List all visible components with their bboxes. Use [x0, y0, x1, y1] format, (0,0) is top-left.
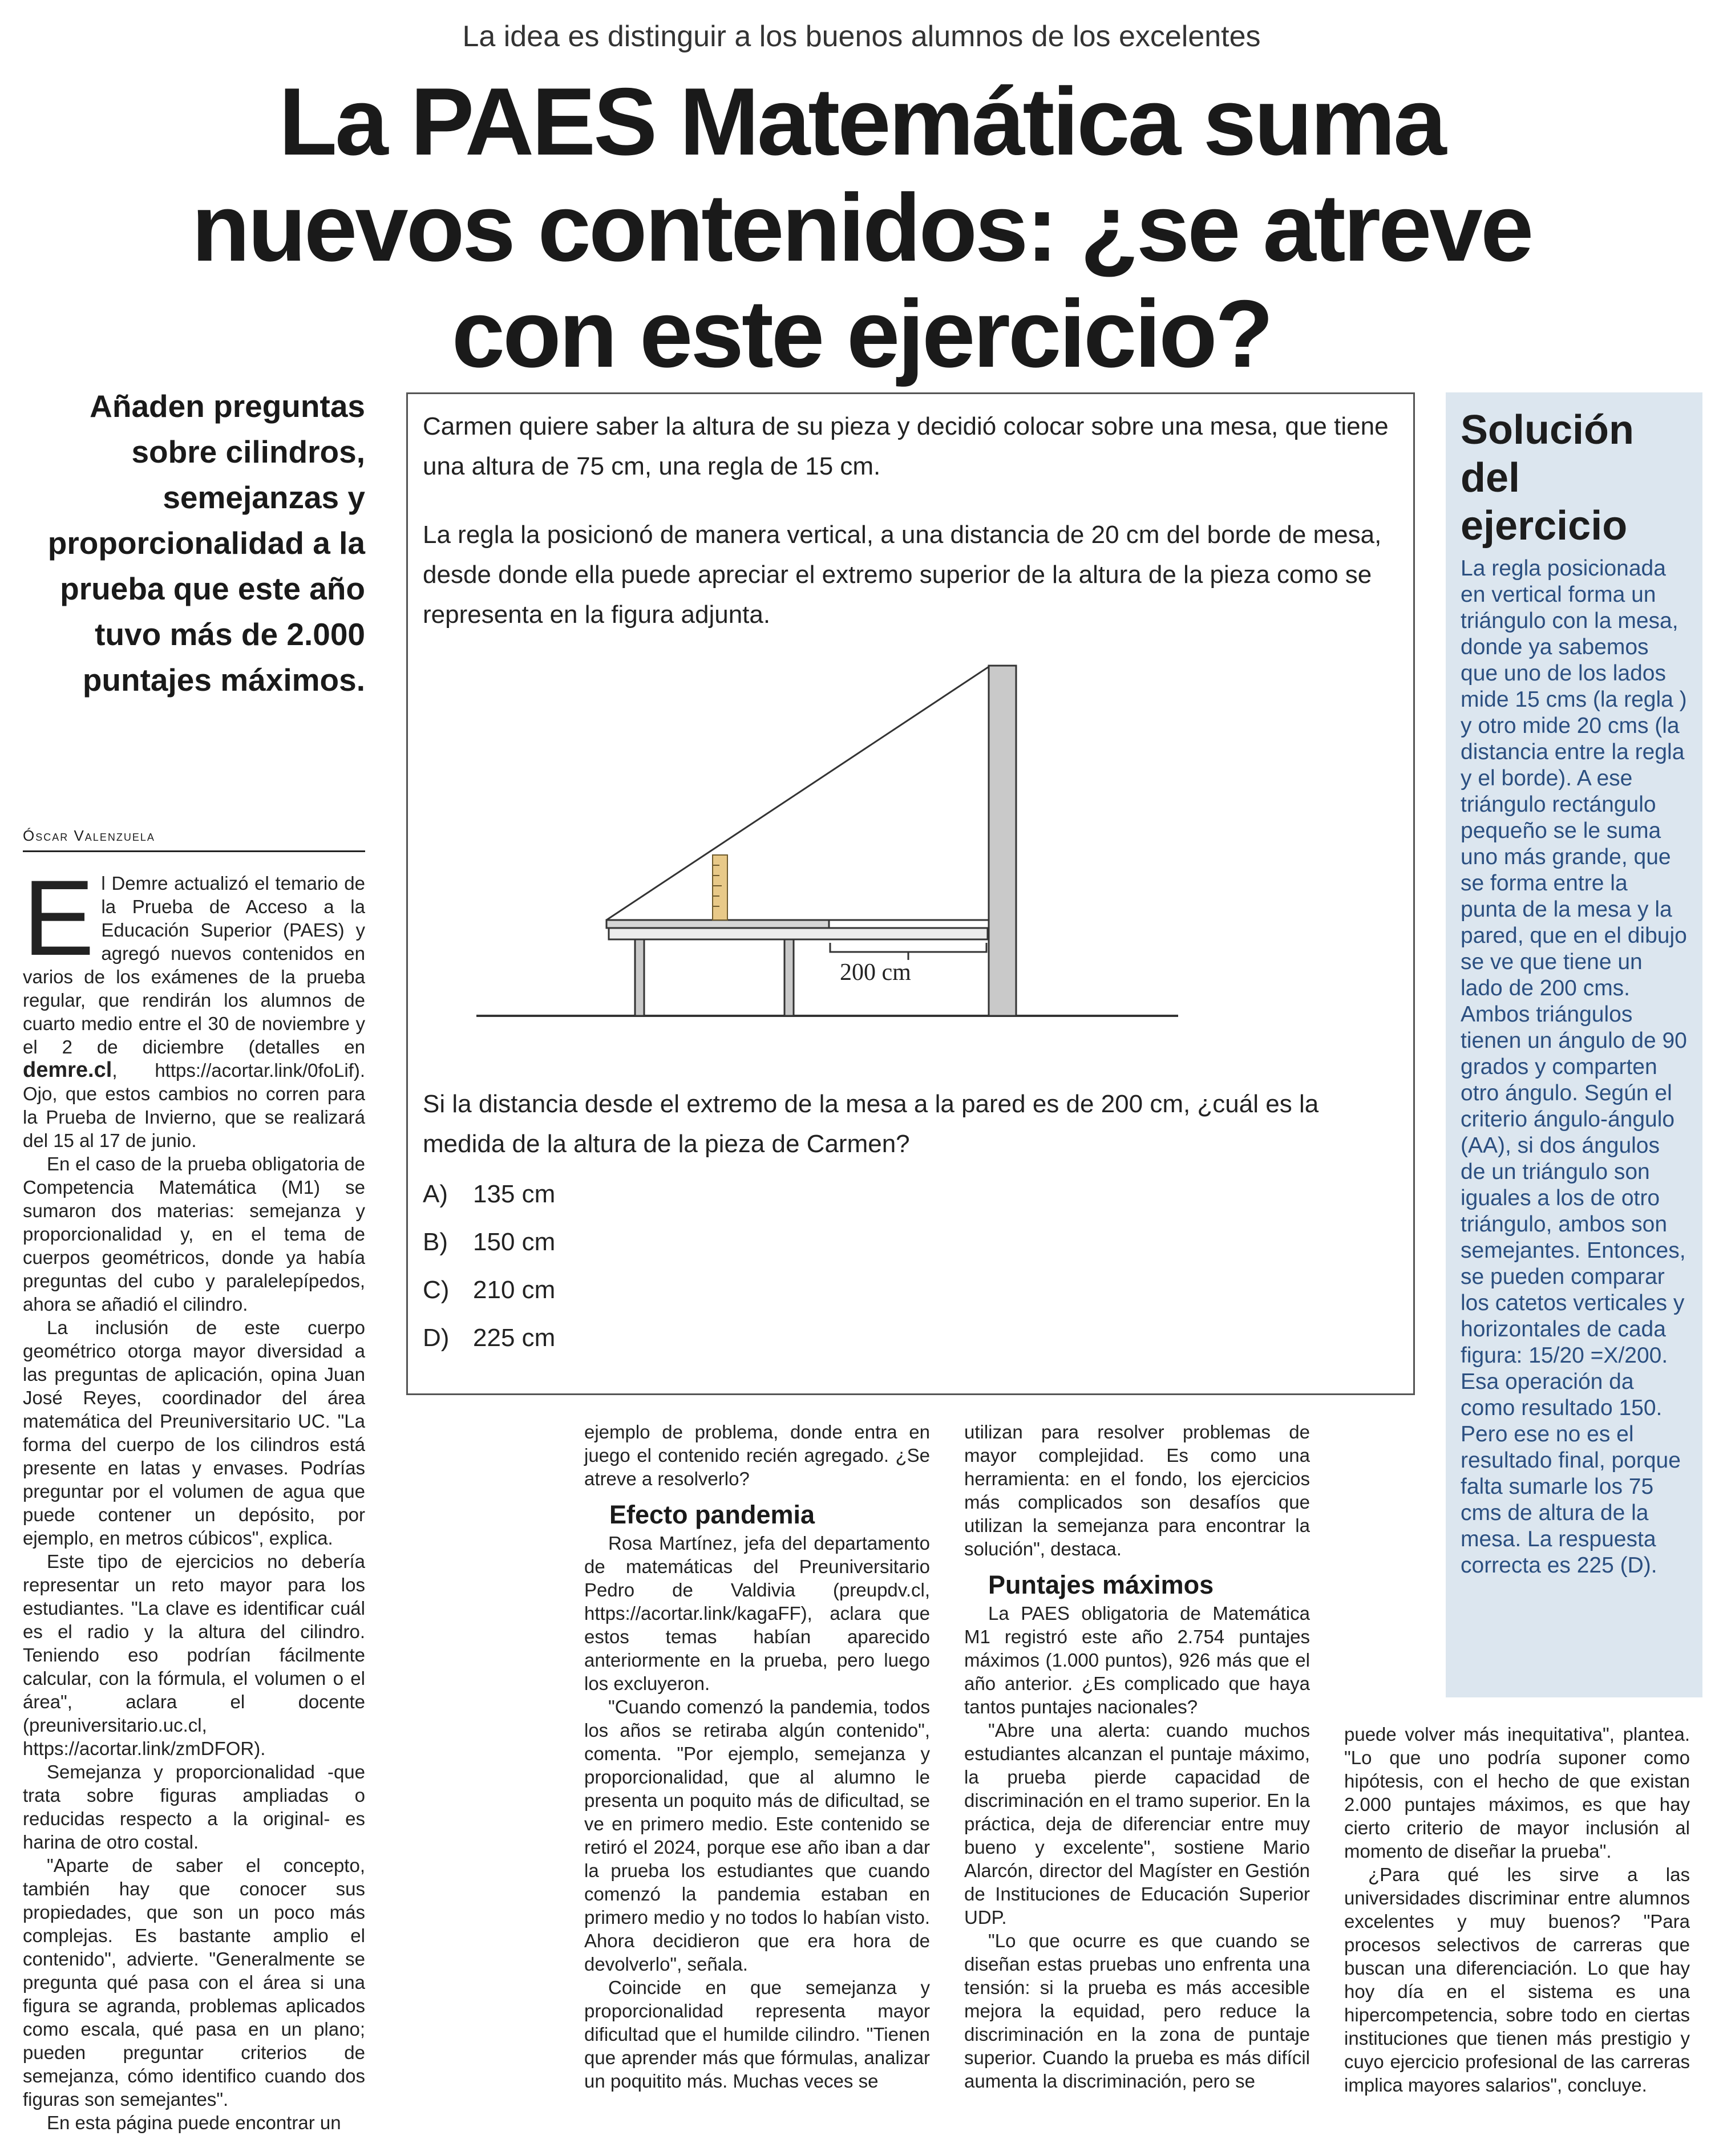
paragraph: Coincide en que semejanza y proporcionalidad representa mayor dificultad que el humilde cilindro. "Tienen que aprender más que fórmulas, analizar un poquitito más. Muchas veces se [584, 1977, 930, 2092]
paragraph: "Cuando comenzó la pandemia, todos los años se retiraba algún contenido", comenta. "Por ejemplo, semejanza y proporcionalidad, que al alumno le presenta un poquito más de dificultad, se ve en primero medio. Este contenido se retiró el 2024, porque ese año iban a dar la prueba los estudiantes que cuando comenzó la pandemia estaban en primero medio y no todos lo habían visto. Ahora decidieron que era hora de devolverlo", señala. [584, 1696, 930, 1975]
table-leg-left [635, 939, 644, 1016]
section-heading-puntajes-maximos: Puntajes máximos [988, 1570, 1214, 1599]
paragraph: En esta página puede encontrar un [47, 2112, 341, 2133]
option-c-letter: C) [423, 1276, 450, 1304]
kicker: La idea es distinguir a los buenos alumnos de los excelentes [462, 20, 1261, 53]
option-d-letter: D) [423, 1324, 450, 1352]
wall [989, 666, 1016, 1016]
paragraph: "Lo que ocurre es que cuando se diseñan estas pruebas uno enfrenta una tensión: si la prueba es más accesible mejora la equidad, pero reduce la discriminación en la zona de puntaje superior. Cuando la prueba es más difícil aumenta la discriminación, pero se [964, 1930, 1310, 2092]
option-d-text: 225 cm [473, 1324, 556, 1352]
option-d [423, 1324, 555, 1352]
lead-paragraph [23, 858, 365, 1152]
headline [171, 68, 1552, 387]
solution-title-line-2: del ejercicio [1461, 455, 1628, 549]
exercise-box [406, 392, 1415, 1395]
paragraph: ejemplo de problema, donde entra en juego el contenido recién agregado. ¿Se atreve a resolverlo? [584, 1421, 930, 1489]
lead-text-b: , https://acortar.link/0foLif). Ojo, que estos cambios no corren para la Prueba de Invierno, que se realizará del 15 al 17 de junio. [23, 1060, 365, 1151]
article-column-4 [1344, 1723, 1690, 2097]
article-column-1 [23, 858, 365, 2134]
solution-body: La regla posicionada en vertical forma un triángulo con la mesa, donde ya sabemos que uno de los lados mide 15 cms (la regla ) y otro mide 20 cms (la distancia entre la regla y el borde). A ese triángulo rectángulo pequeño se le suma uno más grande, que se forma entre la punta de la mesa y la pared, que en el dibujo se ve que tiene un lado de 200 cms. Ambos triángulos tienen un ángulo de 90 grados y comparten otro ángulo. Según el criterio ángulo-ángulo (AA), si dos ángulos de un triángulo son iguales a los de otro triángulo, ambos son semejantes. Entonces, se pueden comparar los catetos verticales y horizontales de cada figura: 15/20 =X/200. Esa operación da como resultado 150. Pero ese no es el resultado final, porque falta sumarle los 75 cms de altura de la mesa. La respuesta correcta es 225 (D). [1461, 556, 1687, 1578]
headline-line-3: con este ejercicio? [451, 280, 1272, 387]
demre-site: demre.cl [23, 1058, 112, 1082]
option-b-letter: B) [423, 1228, 448, 1256]
article-column-2 [584, 1420, 930, 2093]
table-top [606, 920, 829, 928]
option-b [423, 1228, 555, 1257]
option-c [423, 1276, 555, 1304]
paragraph: Rosa Martínez, jefa del departamento de matemáticas del Preuniversitario Pedro de Valdivia (preupdv.cl, https://acortar.link/kagaFF), aclara que estos temas habían aparecido anteriormente en la prueba, pero luego los excluyeron. [584, 1533, 930, 1694]
paragraph: Este tipo de ejercicios no debería representar un reto mayor para los estudiantes. "La clave es identificar cuál es el radio y la altura del cilindro. Teniendo eso podrían fácilmente calcular, con la fórmula, el volumen o el área", aclara el docente (preuniversitario.uc.cl, https://acortar.link/zmDFOR). [23, 1551, 365, 1759]
distance-bracket [830, 943, 986, 952]
exercise-question: Si la distancia desde el extremo de la mesa a la pared es de 200 cm, ¿cuál es la medida de la altura de la pieza de Carmen? [423, 1090, 1319, 1158]
byline-name: Óscar Valenzuela [23, 827, 155, 844]
lead-text-a: l Demre actualizó el temario de la Prueba de Acceso a la Educación Superior (PAES) y agregó nuevos contenidos en varios de los exámenes de la prueba regular, que rendirán los alumnos de cuarto medio entre el 30 de noviembre y el 2 de diciembre (detalles en [23, 873, 365, 1057]
exercise-figure [408, 394, 1414, 1395]
headline-line-1: La PAES Matemática suma [278, 68, 1445, 175]
section-heading-efecto-pandemia: Efecto pandemia [609, 1500, 815, 1529]
sight-line [606, 667, 989, 920]
drop-cap: E [23, 858, 95, 978]
paragraph: "Abre una alerta: cuando muchos estudiantes alcanzan el puntaje máximo, la prueba pierde capacidad de discriminación en el tramo superior. En la práctica, deja de diferenciar entre muy bueno y excelente", sostiene Mario Alarcón, director del Magíster en Gestión de Instituciones de Educación Superior UDP. [964, 1720, 1310, 1928]
paragraph: puede volver más inequitativa", plantea. "Lo que uno podría suponer como hipótesis, con el hecho de que existan 2.000 puntajes máximos, es que hay cierto criterio de mayor inclusión al momento de diseñar la prueba". [1344, 1724, 1690, 1862]
option-a-text: 135 cm [473, 1180, 556, 1208]
headline-line-2: nuevos contenidos: ¿se atreve [191, 174, 1532, 281]
exercise-intro-1: Carmen quiere saber la altura de su pieza y decidió colocar sobre una mesa, que tiene una altura de 75 cm, una regla de 15 cm. [423, 412, 1389, 480]
paragraph: La inclusión de este cuerpo geométrico otorga mayor diversidad a las preguntas de aplicación, opina Juan José Reyes, coordinador del área matemática del Preuniversitario UC. "La forma del cuerpo de los cilindros está presente en latas y envases. Podrías preguntar por el volumen de agua que puede contener un depósito, por ejemplo, en metros cúbicos", explica. [23, 1317, 365, 1549]
solution-title [1461, 406, 1689, 550]
option-a-letter: A) [423, 1180, 448, 1208]
paragraph: "Aparte de saber el concepto, también hay que conocer sus propiedades, que son un poco más complejas. Es bastante amplio el contenido", advierte. "Generalmente se pregunta qué pasa con el área si una figura se agranda, problemas aplicados como escala, qué pasa en un plano; pueden preguntar criterios de semejanza, cómo identifico cuando dos figuras son semejantes". [23, 1855, 365, 2110]
option-c-text: 210 cm [473, 1276, 556, 1304]
paragraph: En el caso de la prueba obligatoria de Competencia Matemática (M1) se sumaron dos materias: semejanza y proporcionalidad y, en el tema de cuerpos geométricos, donde ya había preguntas del cubo y paralelepípedos, ahora se añadió el cilindro. [23, 1153, 365, 1315]
solution-title-line-1: Solución [1461, 407, 1634, 453]
option-b-text: 150 cm [473, 1228, 556, 1256]
figure-distance-label: 200 cm [840, 959, 911, 986]
option-a [423, 1180, 555, 1209]
paragraph: Semejanza y proporcionalidad -que trata sobre figuras ampliadas o reducidas respecto a la original- es harina de otro costal. [23, 1761, 365, 1853]
solution-box [1446, 392, 1702, 1697]
table-apron [609, 928, 988, 939]
byline [23, 827, 365, 852]
article-column-3 [964, 1420, 1310, 2093]
table-leg-right [784, 939, 794, 1016]
paragraph: ¿Para qué les sirve a las universidades discriminar entre alumnos excelentes y muy buenos? "Para procesos selectivos de carreras que buscan una diferenciación. Lo que hay hoy día en el sistema es una hipercompetencia, sobre todo en ciertas instituciones que tienen más prestigio y cuyo ejercicio profesional de las carreras implica mayores salarios", concluye. [1344, 1864, 1690, 2096]
exercise-intro-2: La regla la posicionó de manera vertical, a una distancia de 20 cm del borde de mesa, desde donde ella puede apreciar el extremo superior de la altura de la pieza como se representa en la figura adjunta. [423, 521, 1382, 629]
paragraph: La PAES obligatoria de Matemática M1 registró este año 2.754 puntajes máximos (1.000 puntos), 926 más que el año anterior. ¿Es complicado que haya tantos puntajes nacionales? [964, 1603, 1310, 1717]
deck: Añaden preguntas sobre cilindros, semejanzas y proporcionalidad a la prueba que este año tuvo más de 2.000 puntajes máximos. [47, 388, 365, 698]
paragraph: utilizan para resolver problemas de mayor complejidad. Es como una herramienta: en el fondo, los ejercicios más complicados son desafíos que utilizan la semejanza para encontrar la solución", destaca. [964, 1421, 1310, 1559]
